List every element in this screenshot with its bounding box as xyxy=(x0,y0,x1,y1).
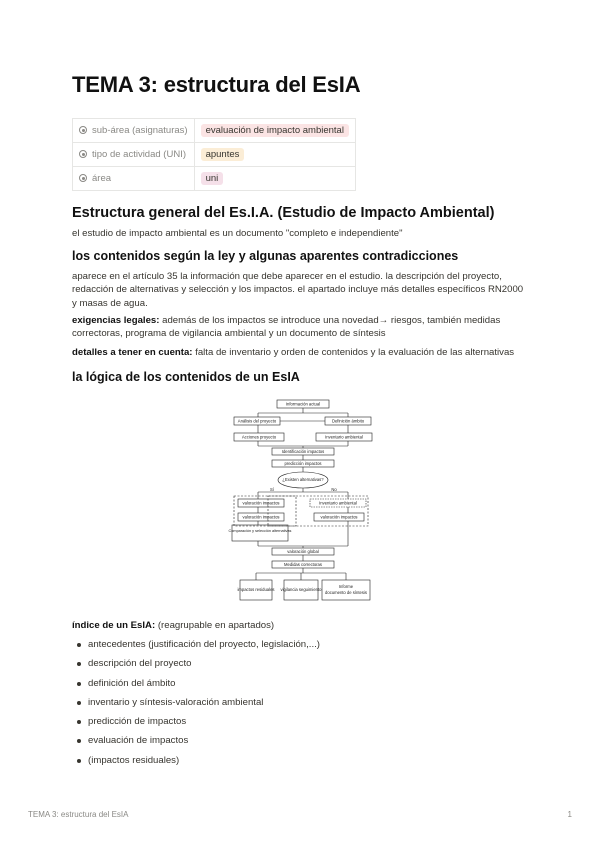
svg-text:Sí: Sí xyxy=(270,487,274,492)
svg-text:No: No xyxy=(331,487,337,492)
index-list xyxy=(72,638,528,773)
property-icon xyxy=(79,150,87,158)
property-row xyxy=(73,143,356,167)
svg-text:valoración global: valoración global xyxy=(287,549,319,554)
page-number: 1 xyxy=(567,810,572,819)
svg-text:Informe: Informe xyxy=(338,584,354,589)
tag[interactable]: uni xyxy=(201,172,224,185)
section-heading: Estructura general del Es.I.A. (Estudio de Impacto Ambiental) xyxy=(72,205,495,221)
svg-text:valoración impactos: valoración impactos xyxy=(242,500,280,506)
paragraph: detalles a tener en cuenta: falta de inventario y orden de contenidos y la evaluación de las alternativas xyxy=(72,347,515,358)
svg-text:Identificación impactos: Identificación impactos xyxy=(281,449,325,454)
svg-text:valoración impactos: valoración impactos xyxy=(242,514,280,520)
property-key: tipo de actividad (UNI) xyxy=(73,143,195,167)
property-value xyxy=(194,167,355,191)
flowchart-diagram xyxy=(228,396,378,608)
property-value xyxy=(194,143,355,167)
property-value xyxy=(194,119,355,143)
paragraph: exigencias legales: además de los impactos se introduce una novedad→ riesgos, también medidas correctoras, programa de vigilancia ambiental y un documento de síntesis xyxy=(72,315,501,340)
property-key: área xyxy=(73,167,195,191)
section-heading: la lógica de los contenidos de un EsIA xyxy=(72,370,300,384)
svg-text:Análisis del proyecto: Análisis del proyecto xyxy=(237,418,277,424)
flow-labels xyxy=(229,402,367,596)
svg-text:impactos residuales: impactos residuales xyxy=(237,587,275,592)
list-item: inventario y síntesis-valoración ambiental xyxy=(72,696,528,715)
svg-text:¿Existen alternativas?: ¿Existen alternativas? xyxy=(282,477,324,482)
property-row xyxy=(73,119,356,143)
svg-text:valoración impactos: valoración impactos xyxy=(320,514,358,520)
svg-text:documento de síntesis: documento de síntesis xyxy=(325,590,367,595)
list-item: definición del ámbito xyxy=(72,677,528,696)
index-intro: índice de un EsIA: (reagrupable en apartados) xyxy=(72,620,275,631)
paragraph: el estudio de impacto ambiental es un documento "completo e independiente" xyxy=(72,228,403,239)
svg-text:predicción impactos: predicción impactos xyxy=(284,461,322,466)
flow-box xyxy=(232,525,288,541)
page-title: TEMA 3: estructura del EsIA xyxy=(72,72,361,97)
svg-text:Información actual: Información actual xyxy=(285,401,321,407)
svg-text:Inventario ambiental: Inventario ambiental xyxy=(319,500,357,506)
list-item: predicción de impactos xyxy=(72,715,528,734)
svg-text:Acciones proyecto: Acciones proyecto xyxy=(241,434,277,440)
list-item: descripción del proyecto xyxy=(72,657,528,676)
svg-text:Medidas correctoras: Medidas correctoras xyxy=(284,562,322,567)
property-icon xyxy=(79,174,87,182)
footer-title: TEMA 3: estructura del EsIA xyxy=(28,810,129,819)
list-item: evaluación de impactos xyxy=(72,734,528,753)
tag[interactable]: apuntes xyxy=(201,148,245,161)
properties-table xyxy=(72,118,356,191)
property-icon xyxy=(79,126,87,134)
svg-text:Definición ámbito: Definición ámbito xyxy=(331,418,365,424)
paragraph: aparece en el artículo 35 la información que debe aparecer en el estudio. la descripción del proyecto, redacción de alternativas y selección y los impactos. el apartado incluye más detalles específicos RN2000 y masas de agua. xyxy=(72,271,524,309)
section-heading: los contenidos según la ley y algunas aparentes contradicciones xyxy=(72,249,459,263)
property-row xyxy=(73,167,356,191)
tag[interactable]: evaluación de impacto ambiental xyxy=(201,124,349,137)
svg-text:Comparación y selección altern: Comparación y selección alternativas xyxy=(228,529,292,533)
svg-text:Inventario ambiental: Inventario ambiental xyxy=(325,434,363,440)
svg-text:vigilancia seguimiento: vigilancia seguimiento xyxy=(280,587,322,592)
list-item: (impactos residuales) xyxy=(72,754,528,773)
property-key: sub-área (asignaturas) xyxy=(73,119,195,143)
list-item: antecedentes (justificación del proyecto, legislación,...) xyxy=(72,638,528,657)
